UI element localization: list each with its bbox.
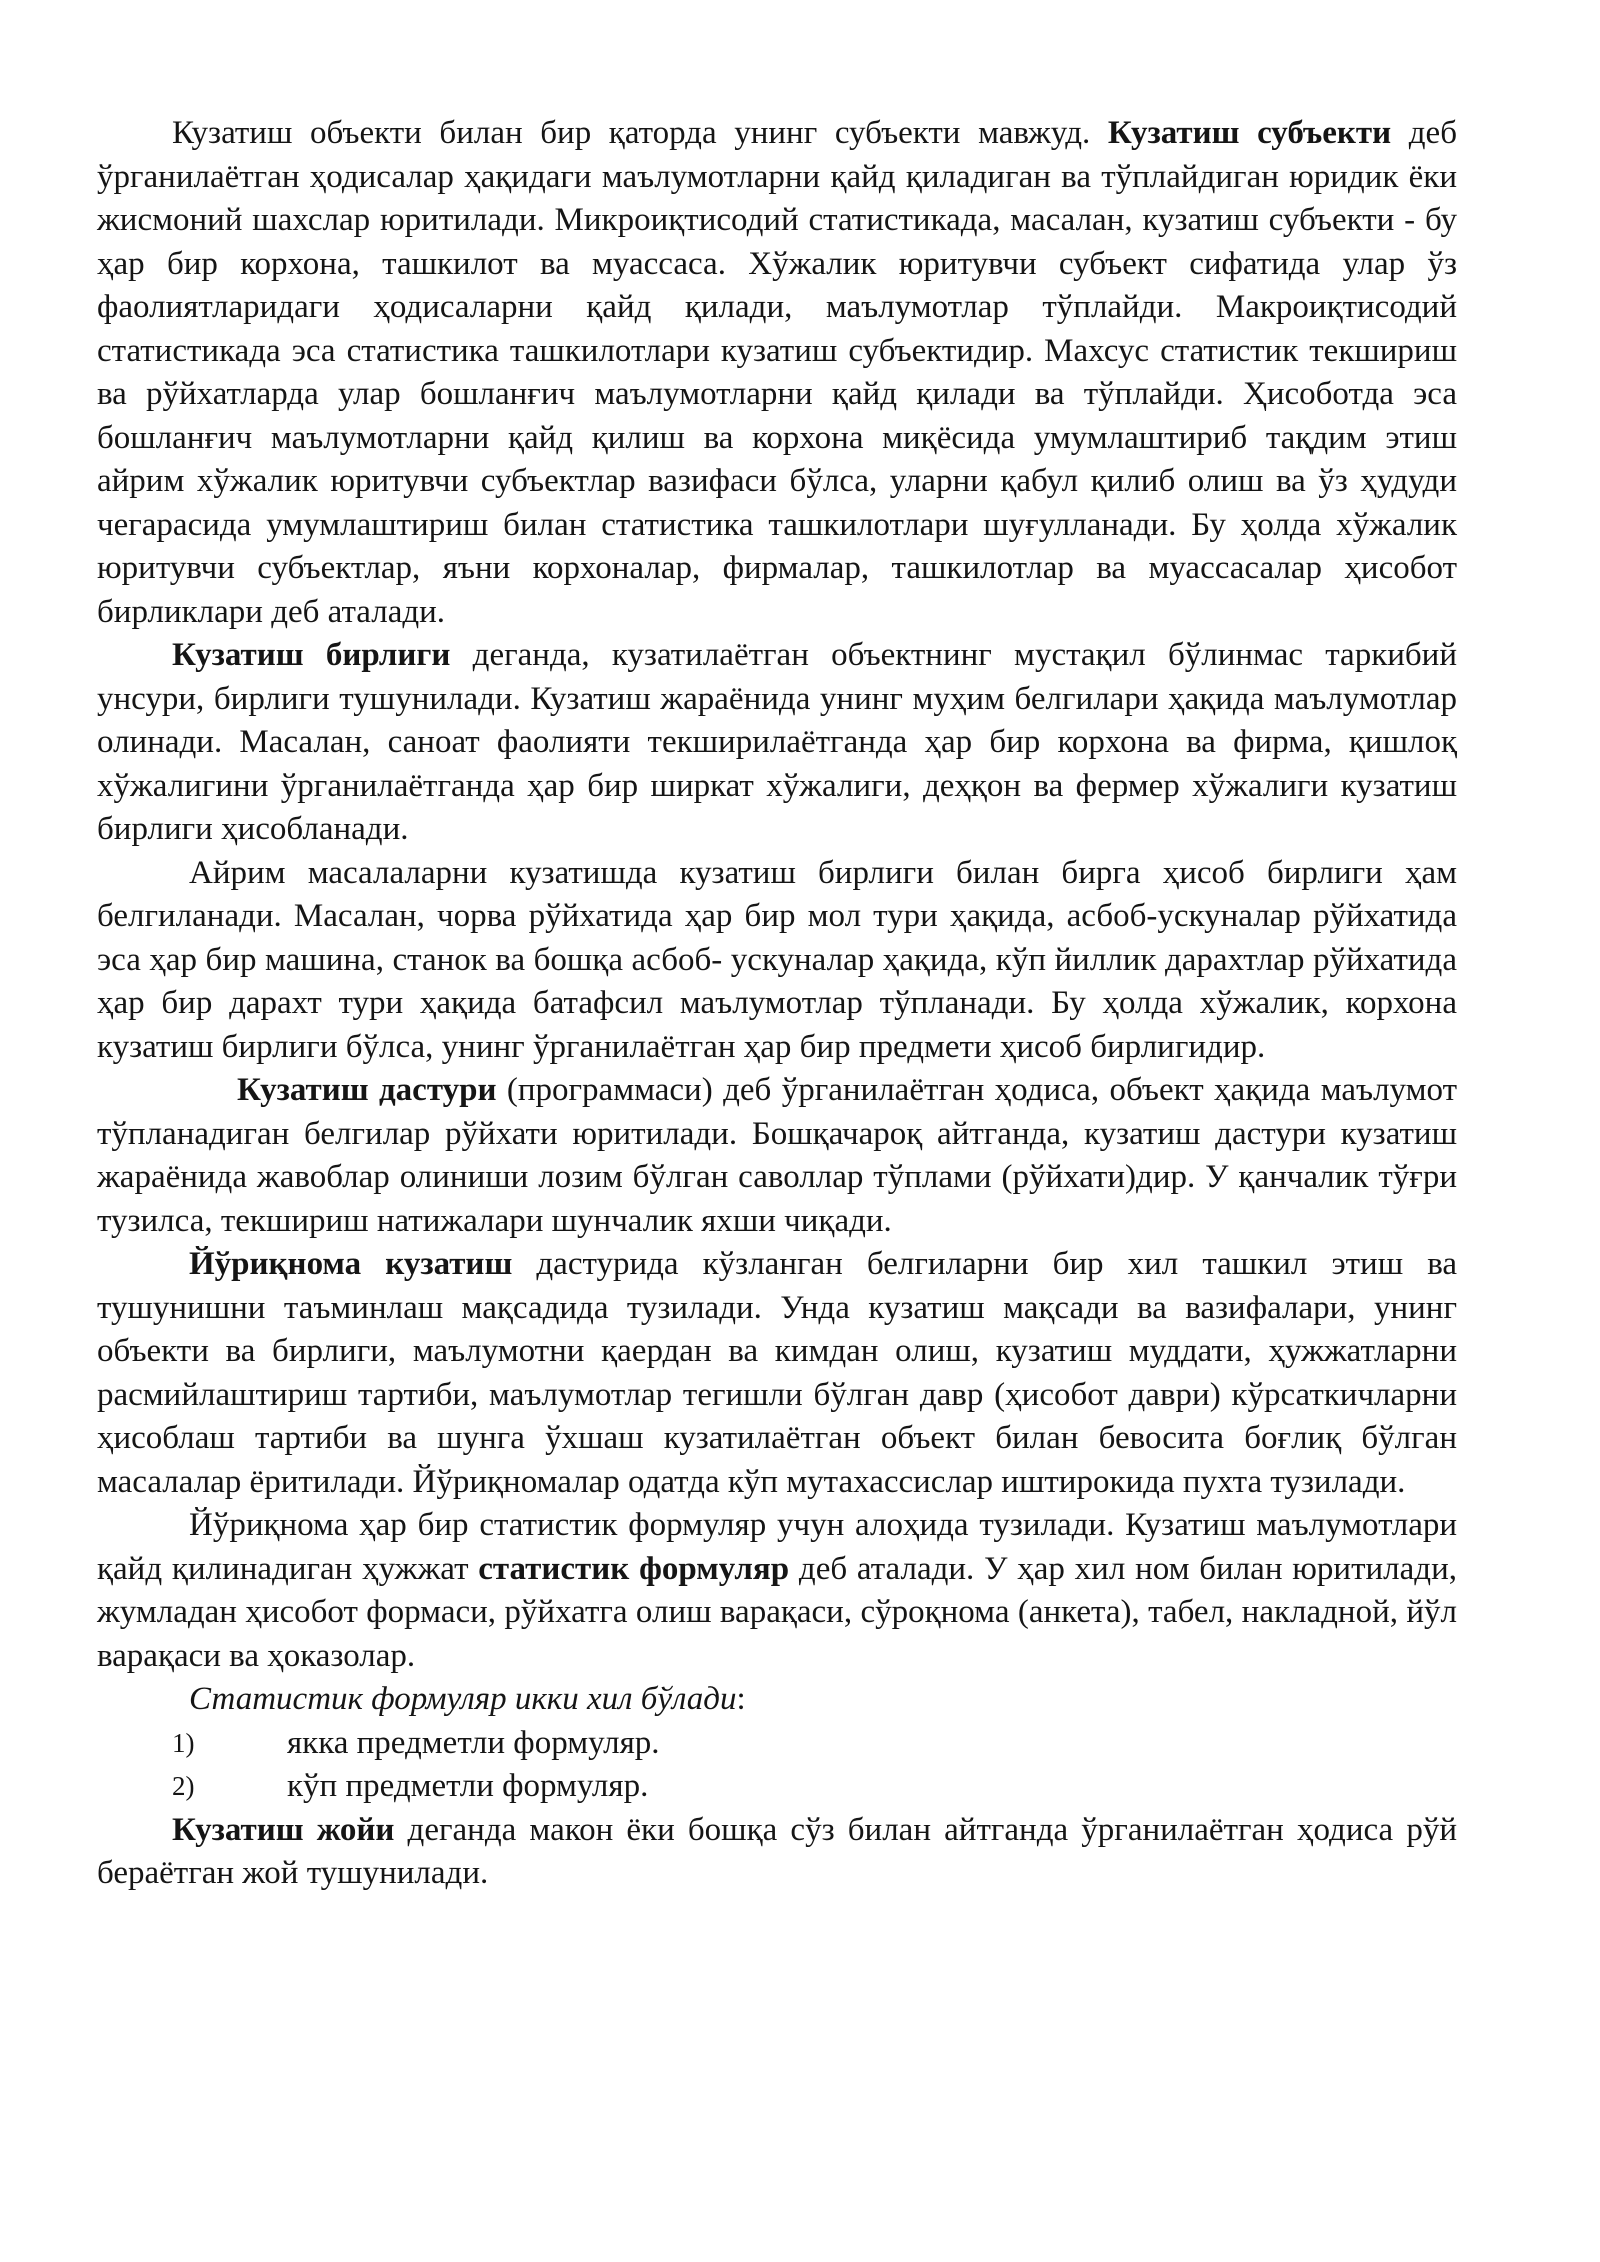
document-page	[97, 112, 1457, 1896]
term-statistical-form: статистик формуляр	[478, 1550, 790, 1587]
list-number: 1)	[172, 1727, 195, 1758]
list-item	[97, 1722, 1457, 1766]
paragraph-instruction: Йўриқнома кузатиш дастурида кўзланган белгиларни бир хил ташкил этиш ва тушунишни таъминлаш мақсадида тузилади. Унда кузатиш мақсади ва вазифалари, унинг объекти ва бирлиги, маълумотни қаердан ва кимдан олиш, кузатиш муддати, ҳужжатларни расмийлаштириш тартиби, маълумотлар тегишли бўлган давр (ҳисобот даври) кўрсаткичларни ҳисоблаш тартиби ва шунга ўхшаш кузатилаётган объект билан бевосита боғлиқ бўлган масалалар ёритилади. Йўриқномалар одатда кўп мутахассислар иштирокида пухта тузилади.	[97, 1246, 1457, 1500]
paragraph-form-types-intro: Статистик формуляр икки хил бўлади:	[189, 1681, 746, 1717]
term-observation-unit: Кузатиш бирлиги	[172, 637, 451, 673]
paragraph-observation-place: Кузатиш жойи деганда макон ёки бошқа сўз билан айтганда ўрганилаётган ҳодиса рўй бераётган жой тушунилади.	[97, 1811, 1457, 1891]
term-observation-place: Кузатиш жойи	[172, 1811, 395, 1848]
list-text: кўп предметли формуляр.	[287, 1768, 649, 1804]
list-number: 2)	[172, 1771, 195, 1801]
term-observation-program: Кузатиш дастури	[237, 1072, 497, 1108]
term-instruction: Йўриқнома кузатиш	[189, 1246, 513, 1282]
paragraph-statistical-form: Йўриқнома ҳар бир статистик формуляр учун алоҳида тузилади. Кузатиш маълумотлари қайд қилинадиган ҳужжат статистик формуляр деб аталади. У ҳар хил ном билан юритилади, жумладан ҳисобот формаси, рўйхатга олиш варақаси, сўроқнома (анкета), табел, накладной, йўл варақаси ва ҳоказолар.	[97, 1507, 1457, 1674]
list-item	[97, 1765, 1457, 1809]
term-observation-subject: Кузатиш субъекти	[1107, 115, 1392, 151]
paragraph-accounting-unit: Айрим масалаларни кузатишда кузатиш бирлиги билан бирга ҳисоб бирлиги ҳам белгиланади. Масалан, чорва рўйхатида ҳар бир мол тури ҳақида, асбоб-ускуналар рўйхатида эса ҳар бир машина, станок ва бошқа асбоб- ускуналар ҳақида, кўп йиллик дарахтлар рўйхатида ҳар бир дарахт тури ҳақида батафсил маълумотлар тўпланади. Бу ҳолда хўжалик, корхона кузатиш бирлиги бўлса, унинг ўрганилаётган ҳар бир предмети ҳисоб бирлигидир.	[97, 854, 1457, 1065]
form-types-heading: Статистик формуляр икки хил бўлади	[189, 1681, 737, 1717]
list-text: якка предметли формуляр.	[287, 1724, 660, 1761]
paragraph-observation-unit: Кузатиш бирлиги деганда, кузатилаётган объектнинг мустақил бўлинмас таркибий унсури, бирлиги тушунилади. Кузатиш жараёнида унинг муҳим белгилари ҳақида маълумотлар олинади. Масалан, саноат фаолияти текширилаётганда ҳар бир корхона ва фирма, қишлоқ хўжалигини ўрганилаётганда ҳар бир ширкат хўжалиги, деҳқон ва фермер хўжалиги кузатиш бирлиги ҳисобланади.	[97, 637, 1458, 847]
paragraph-observation-program: Кузатиш дастури (программаси) деб ўрганилаётган ҳодиса, объект ҳақида маълумот тўпланадиган белгилар рўйхати юритилади. Бошқачароқ айтганда, кузатиш дастури кузатиш жараёнида жавоблар олиниши лозим бўлган саволлар тўплами (рўйхати)дир. У қанчалик тўғри тузилса, текшириш натижалари шунчалик яхши чиқади.	[97, 1072, 1457, 1239]
paragraph-observation-subject: Кузатиш объекти билан бир қаторда унинг субъекти мавжуд. Кузатиш субъекти деб ўрганилаётган ҳодисалар ҳақидаги маълумотларни қайд қиладиган ва тўплайдиган юридик ёки жисмоний шахслар юритилади. Микроиқтисодий статистикада, масалан, кузатиш субъекти - бу ҳар бир корхона, ташкилот ва муассаса. Хўжалик юритувчи субъект сифатида улар ўз фаолиятларидаги ҳодисаларни қайд қилади, маълумотлар тўплайди. Макроиқтисодий статистикада эса статистика ташкилотлари кузатиш субъектидир. Махсус статистик текшириш ва рўйхатларда улар бошланғич маълумотларни қайд қилади ва тўплайди. Ҳисоботда эса бошланғич маълумотларни қайд қилиш ва корхона миқёсида умумлаштириб тақдим этиш айрим хўжалик юритувчи субъектлар вазифаси бўлса, уларни қабул қилиб олиш ва ўз ҳудуди чегарасида умумлаштириш билан статистика ташкилотлари шуғулланади. Бу ҳолда хўжалик юритувчи субъектлар, яъни корхоналар, фирмалар, ташкилотлар ва муассасалар ҳисобот бирликлари деб аталади.	[97, 115, 1457, 630]
